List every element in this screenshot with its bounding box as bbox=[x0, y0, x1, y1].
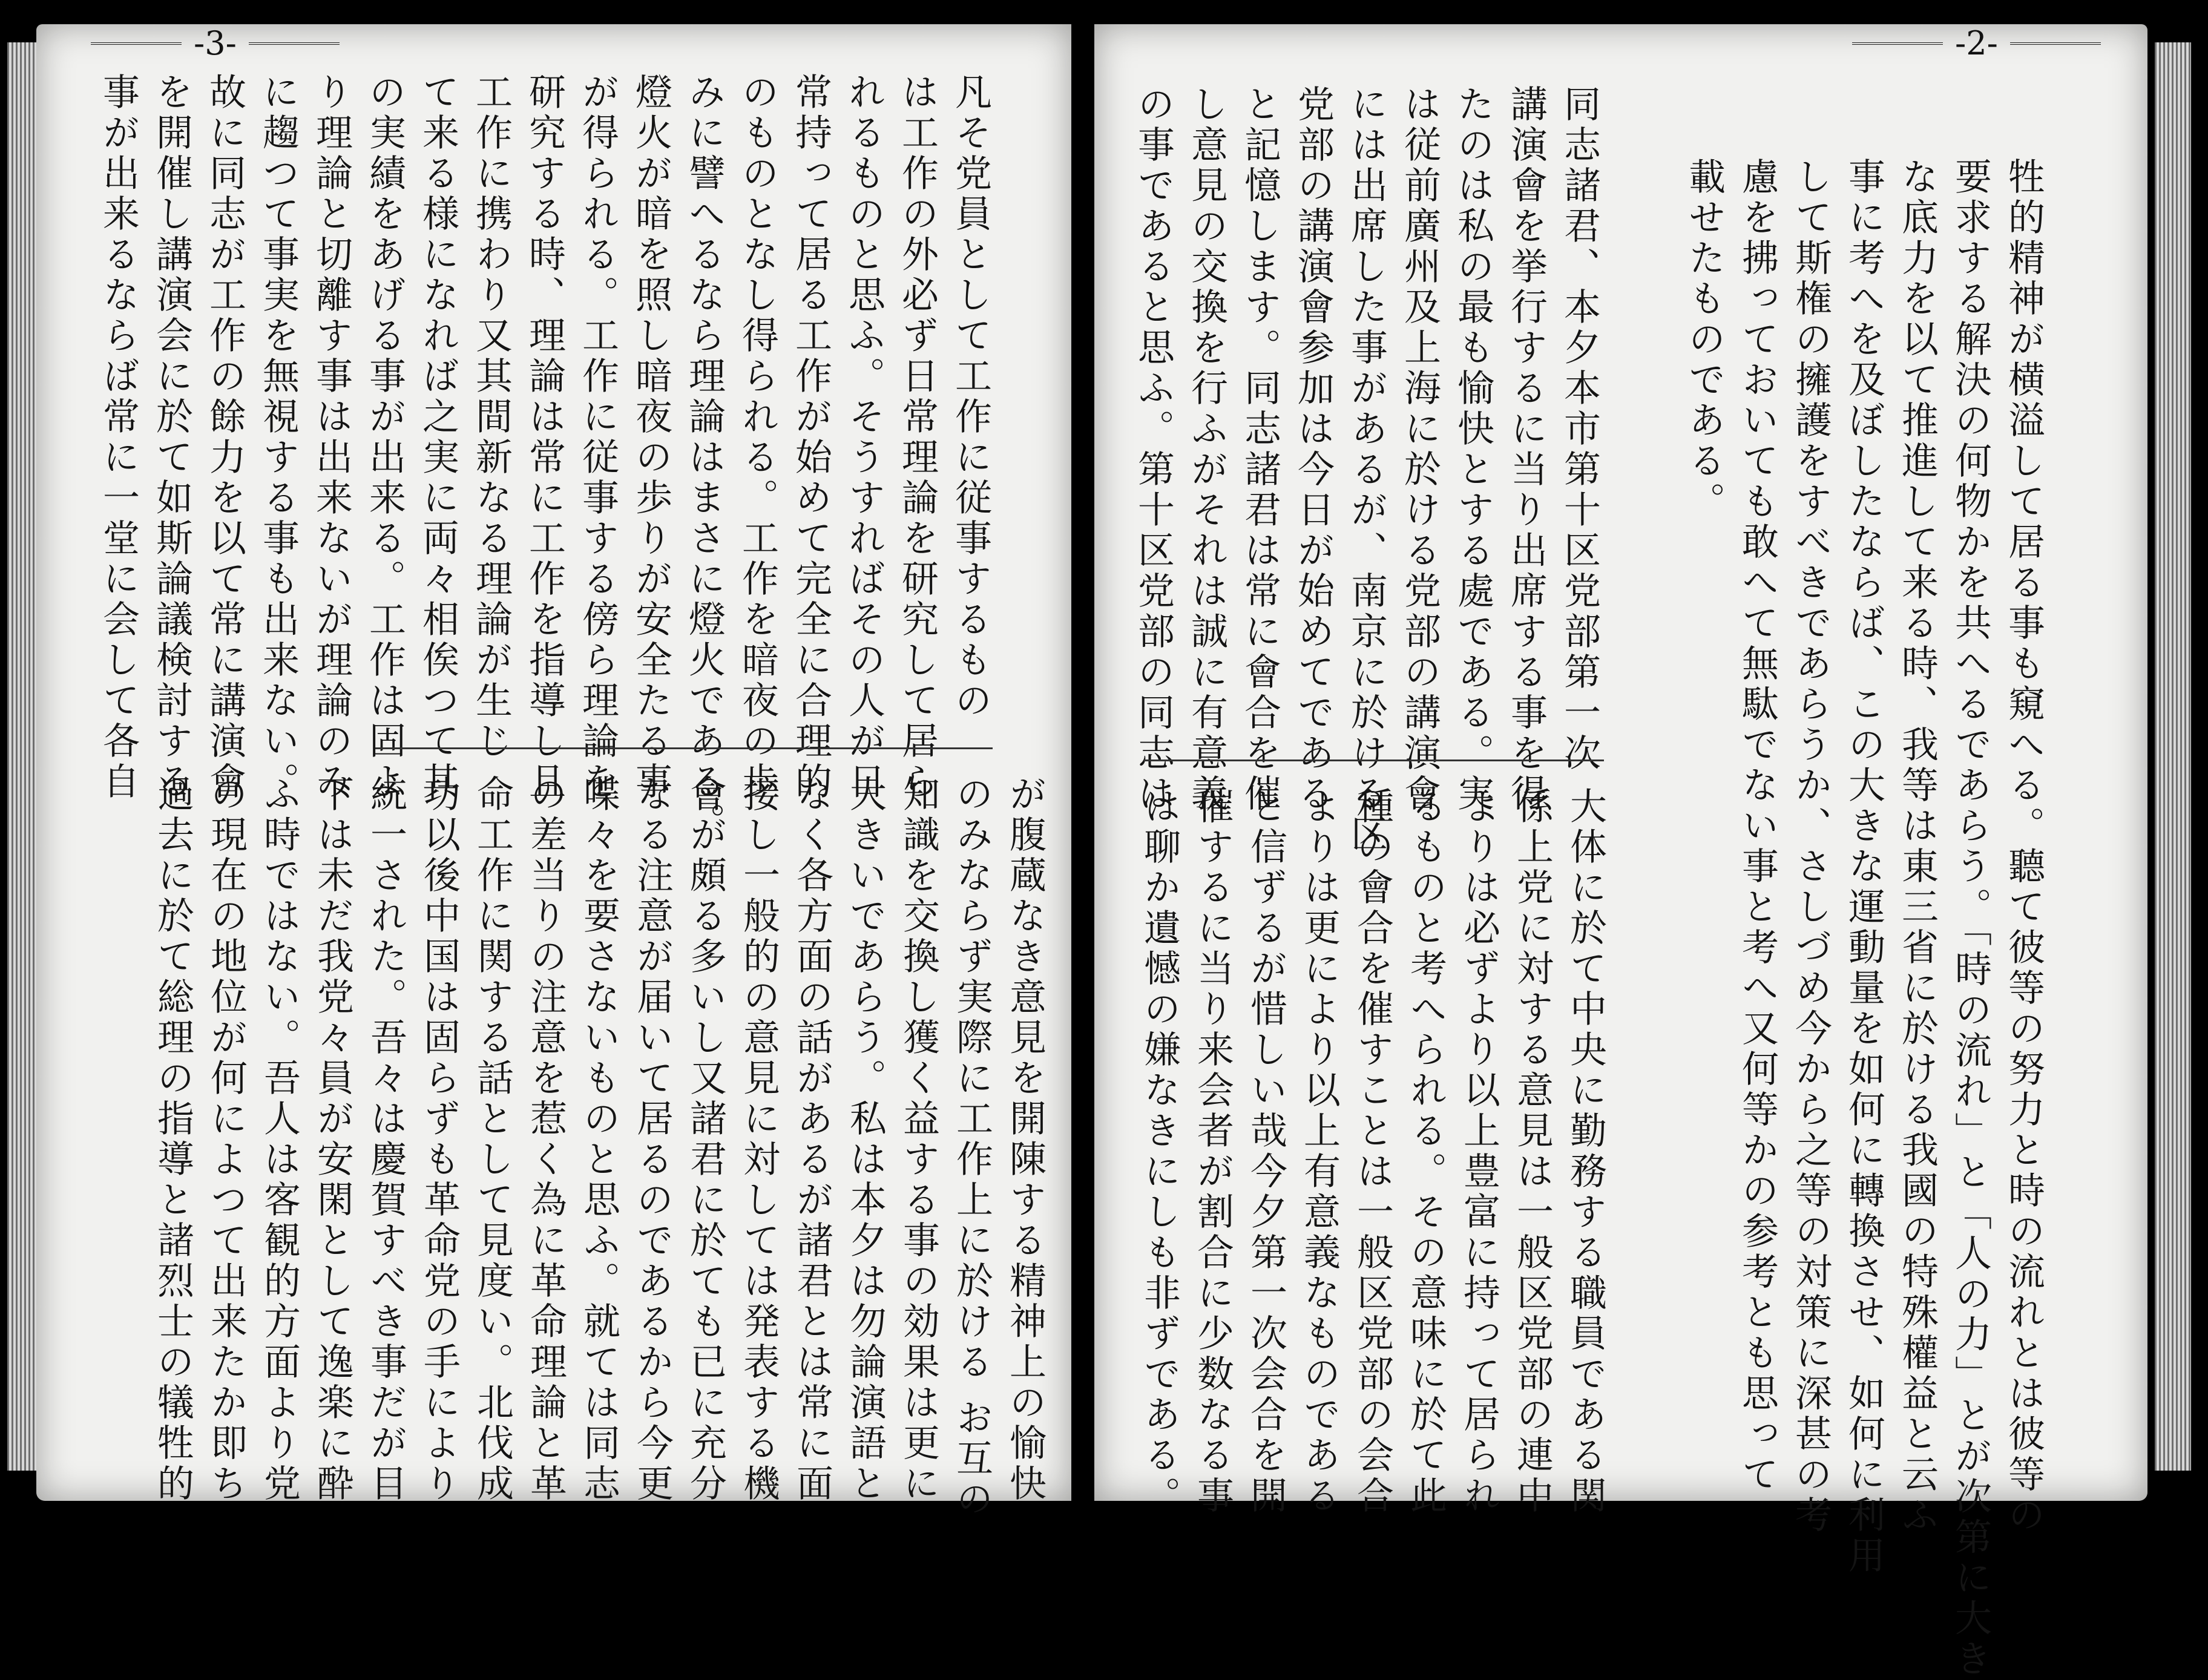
text-column: の差当りの注意を惹く為に革命理論と革 bbox=[524, 775, 567, 1504]
text-column: して斯権の擁護をすべきであらうか、さしづめ今から之等の対策に深甚の考 bbox=[1789, 157, 1832, 1536]
text-column: 知識を交換し獲く益する事の効果は更に bbox=[897, 775, 940, 1504]
text-column: 事が出来るならば常に一堂に会して各自 bbox=[97, 73, 140, 802]
text-column: 統一された。吾々は慶賀すべき事だが目 bbox=[364, 775, 407, 1504]
text-column: の現在の地位が何によつて出来たか即ち bbox=[205, 775, 248, 1504]
text-column: なる注意が届いて居るのであるから今更 bbox=[631, 775, 674, 1504]
text-column: の実績をあげる事が出来る。工作は固よ bbox=[363, 73, 406, 802]
text-column: 党部の講演會参加は今日が始めてである bbox=[1292, 85, 1335, 815]
text-column: 接し一般的の意見に対しては発表する機 bbox=[737, 775, 780, 1504]
text-column: 載せたものである。 bbox=[1683, 157, 1726, 522]
text-column: 會が頗る多いし又諸君に於ても已に充分 bbox=[684, 775, 727, 1504]
text-column: なく各方面の話があるが諸君とは常に面 bbox=[790, 775, 833, 1504]
text-column: 研究する時、理論は常に工作を指導し且 bbox=[523, 73, 566, 802]
right-page-preface-text bbox=[1683, 157, 2045, 1680]
text-column: 大体に於て中央に勤務する職員である関 bbox=[1564, 787, 1607, 1517]
text-column: は工作の外必ず日常理論を研究して居ら bbox=[896, 73, 939, 802]
text-column: 牲的精神が横溢して居る事も窺へる。聽て彼等の努力と時の流れとは彼等の bbox=[2002, 157, 2045, 1536]
right-page-speech-top bbox=[1132, 85, 1601, 855]
text-column: 慮を拂っておいても敢へて無駄でない事と考へ又何等かの参考とも思って bbox=[1736, 157, 1779, 1495]
text-column: 命工作に関する話として見度い。北伐成 bbox=[471, 775, 514, 1504]
left-page-divider bbox=[375, 747, 993, 749]
text-column: 種の會合を催すことは一般区党部の会合 bbox=[1351, 787, 1394, 1517]
text-column: 功以後中国は固らずも革命党の手により bbox=[418, 775, 461, 1504]
text-column: 喋々を要さないものと思ふ。就ては同志 bbox=[577, 775, 620, 1504]
text-column: みに譬へるなら理論はまさに燈火である。 bbox=[683, 73, 726, 843]
text-column: 燈火が暗を照し暗夜の歩りが安全たる事 bbox=[629, 73, 672, 802]
book-gutter bbox=[1074, 0, 1091, 1549]
right-page-speech-bottom bbox=[1138, 787, 1607, 1517]
text-column: 凡そ党員として工作に従事するもの bbox=[949, 73, 992, 721]
text-column: は従前廣州及上海に於ける党部の講演會 bbox=[1398, 85, 1441, 815]
text-column: 事に考へを及ぼしたならば、この大きな運動量を如何に轉換させ、如何に利用 bbox=[1842, 157, 1885, 1577]
text-column: 常持って居る工作が始めて完全に合理的 bbox=[789, 73, 832, 802]
text-column: るものと考へられる。その意味に於て此 bbox=[1404, 787, 1447, 1517]
text-column: たのは私の最も愉快とする處である。実 bbox=[1451, 85, 1494, 815]
text-column: と記憶します。同志諸君は常に會合を催 bbox=[1238, 85, 1281, 815]
left-page-text-top bbox=[97, 73, 992, 843]
right-page-number: -2- bbox=[1852, 24, 2101, 62]
text-column: し意見の交換を行ふがそれは誠に有意義 bbox=[1185, 85, 1228, 815]
text-column: のものとなし得られる。工作を暗夜の歩 bbox=[736, 73, 779, 802]
text-column: が腹蔵なき意見を開陳する精神上の愉快 bbox=[1004, 775, 1046, 1504]
left-page-text-bottom bbox=[151, 775, 1046, 1520]
text-column: 工作に携わり又其間新なる理論が生じ bbox=[470, 73, 513, 762]
text-column: を開催し講演会に於て如斯論議検討する bbox=[150, 73, 193, 802]
text-column: 同志諸君、本夕本市第十区党部第一次 bbox=[1558, 85, 1601, 774]
text-column: 催するに当り来会者が割合に少数なる事 bbox=[1191, 787, 1234, 1517]
text-column: 下は未だ我党々員が安閑として逸楽に酔 bbox=[311, 775, 354, 1504]
text-column: の事であると思ふ。第十区党部の同志は bbox=[1132, 85, 1175, 815]
text-column: 大きいであらう。私は本夕は勿論演語と bbox=[844, 775, 887, 1504]
text-column: り理論と切離す事は出来ないが理論のみ bbox=[310, 73, 353, 802]
text-column: 係上党に対する意見は一般区党部の連中 bbox=[1511, 787, 1554, 1517]
text-column: が得られる。工作に従事する傍ら理論を bbox=[576, 73, 619, 802]
text-column: 故に同志が工作の餘力を以て常に講演會 bbox=[203, 73, 246, 802]
text-column: には出席した事があるが、南京に於ける区 bbox=[1345, 85, 1388, 855]
text-column: と信ずるが惜しい哉今夕第一次会合を開 bbox=[1244, 787, 1287, 1517]
text-column: て来る様になれば之実に両々相俟つて其 bbox=[416, 73, 459, 802]
text-column: よりは更により以上有意義なものである bbox=[1298, 787, 1341, 1517]
right-page-divider bbox=[1144, 760, 1604, 761]
text-column: な底力を以て推進して来る時、我等は東三省に於ける我國の特殊權益と云ふ bbox=[1896, 157, 1939, 1536]
text-column: 過去に於て総理の指導と諸烈士の犠牲的 bbox=[151, 775, 194, 1504]
text-column: れるものと思ふ。そうすればその人が日 bbox=[843, 73, 886, 802]
text-column: に趨つて事実を無視する事も出来ない。 bbox=[257, 73, 300, 802]
text-column: よりは必ずより以上豊富に持って居られ bbox=[1457, 787, 1500, 1517]
text-column: ふ時ではない。吾人は客観的方面より党 bbox=[258, 775, 301, 1504]
text-column: 講演會を挙行するに当り出席する事を得 bbox=[1505, 85, 1548, 815]
text-column: のみならず実際に工作上に於ける お互の bbox=[950, 775, 993, 1520]
right-page-edge bbox=[2155, 42, 2191, 1471]
left-page-number: -3- bbox=[91, 24, 340, 62]
text-column: は聊か遺憾の嫌なきにしも非ずである。 bbox=[1138, 787, 1181, 1517]
text-column: 要求する解決の何物かを共へるであらう。「時の流れ」と「人の力」とが次第に大き bbox=[1949, 157, 1992, 1680]
